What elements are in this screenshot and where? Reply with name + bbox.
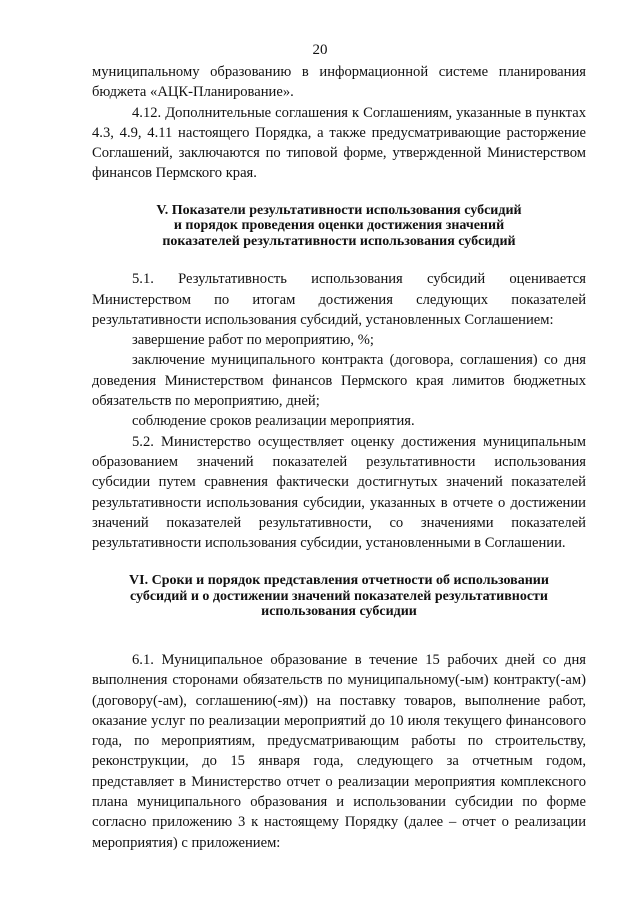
paragraph-indicator-1: завершение работ по мероприятию, %; — [132, 332, 374, 349]
paragraph-5-1: 5.1. Результативность использования субсидий оценивается Министерством по итогам достижения следующих показателей результативности использования субсидий, установленных Соглашением: — [92, 271, 586, 328]
paragraph-continuation: муниципальному образованию в информационной системе планирования бюджета «АЦК-Планирование». — [92, 64, 586, 101]
document-body — [92, 62, 586, 853]
paragraph-indicator-3: соблюдение сроков реализации мероприятия. — [132, 413, 415, 430]
heading-line: и порядок проведения оценки достижения значений — [173, 218, 505, 234]
paragraph-indicator-2: заключение муниципального контракта (договора, соглашения) со дня доведения Министерством финансов Пермского края лимитов бюджетных обязательств по мероприятию, дней; — [92, 352, 586, 410]
heading-line: VI. Сроки и порядок представления отчетности об использовании — [129, 573, 549, 589]
section-6-heading — [92, 573, 586, 620]
heading-line: V. Показатели результативности использования субсидий — [156, 202, 522, 218]
heading-line: использования субсидии — [261, 604, 417, 620]
section-5-heading — [92, 203, 586, 250]
page-number: 20 — [312, 42, 328, 58]
paragraph-6-1: 6.1. Муниципальное образование в течение 15 рабочих дней со дня выполнения сторонами обязательств по муниципальному(-ым) контракту(-ам) (договору(-ам), соглашению(-ям)) на поставку товаров, выполнение работ, оказание услуг по реализации мероприятий до 10 июля текущего финансового года, по мероприятиям, предусматривающим работы по строительству, реконструкции, до 15 января года, следующего за отчетным годом, представляет в Министерство отчет о реализации мероприятия комплексного плана муниципального образования и использовании субсидии по форме согласно приложению 3 к настоящему Порядку (далее – отчет о реализации мероприятия) с приложением: — [92, 651, 586, 851]
heading-line: показателей результативности использования субсидий — [162, 233, 516, 249]
paragraph-5-2: 5.2. Министерство осуществляет оценку достижения муниципальным образованием значений показателей результативности использования субсидии путем сравнения фактически достигнутых значений показателей результативности использования субсидии, указанных в отчете о достижении значений показателей результативности, со значениями показателей результативности использования субсидии, установленными в Соглашении. — [92, 433, 586, 552]
paragraph-4-12: 4.12. Дополнительные соглашения к Соглашениям, указанные в пунктах 4.3, 4.9, 4.11 настоящего Порядка, а также предусматривающие расторжение Соглашений, заключаются по типовой форме, утвержденной Министерством финансов Пермского края. — [92, 104, 586, 182]
heading-line: субсидий и о достижении значений показателей результативности — [130, 588, 548, 604]
